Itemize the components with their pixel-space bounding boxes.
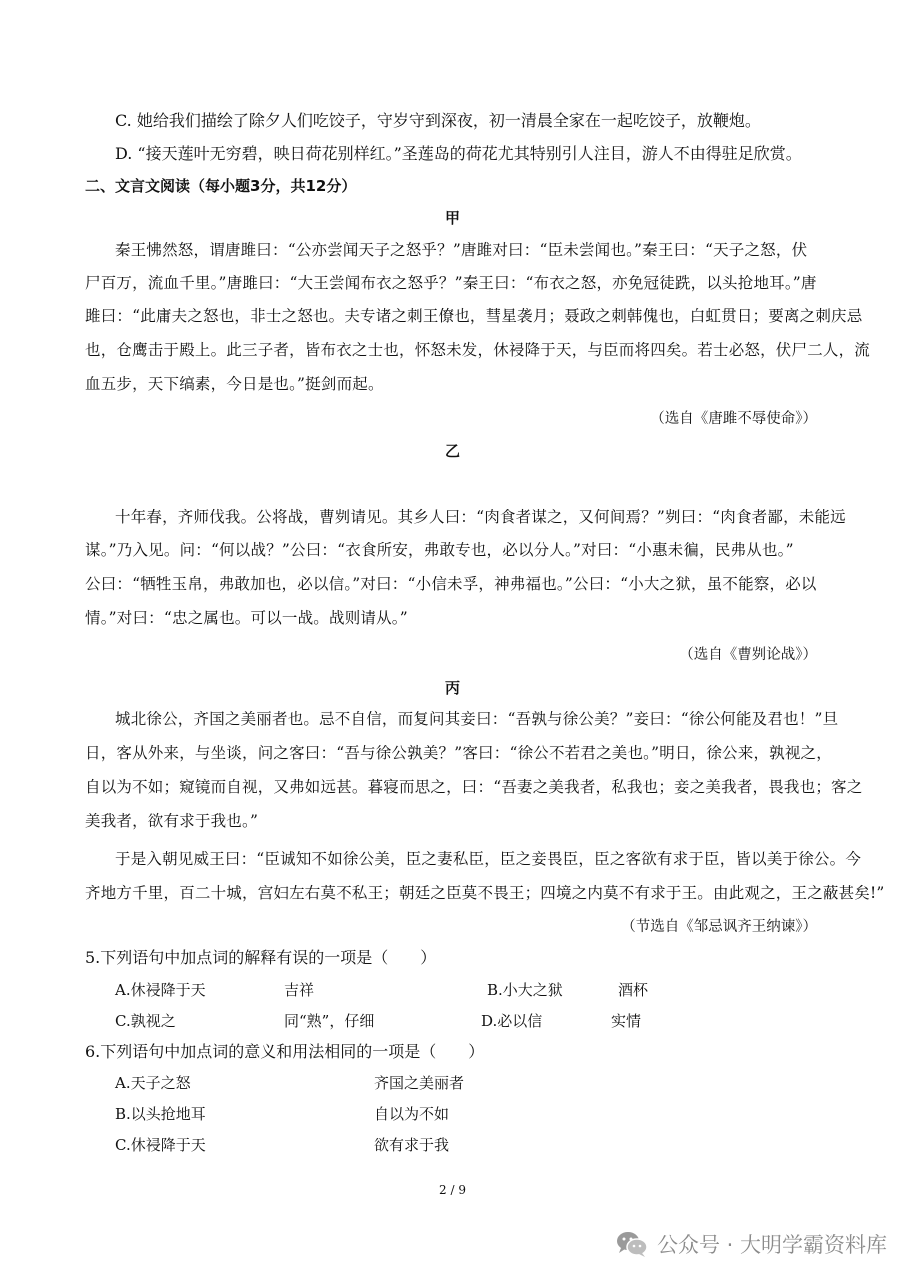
- passage-bing-line: 城北徐公，齐国之美丽者也。忌不自信，而复问其妾曰：“吾孰与徐公美？”妾曰：“徐公何能及君也！”旦: [115, 710, 839, 728]
- passage-jia-line: 血五步，天下缟素，今日是也。”挺剑而起。: [85, 375, 384, 393]
- passage-jia-source: （选自《唐雎不辱使命》）: [650, 411, 817, 427]
- q5-option-d-gloss: 实情: [611, 1012, 642, 1030]
- passage-bing-title: 丙: [444, 679, 460, 697]
- passage-jia-title: 甲: [444, 209, 460, 227]
- watermark-text: 公众号 · 大明学霸资料库: [656, 1233, 887, 1257]
- section-heading: 二、文言文阅读（每小题3分，共12分）: [85, 177, 357, 195]
- wechat-icon: [615, 1229, 649, 1259]
- passage-jia-line: 雎曰：“此庸夫之怒也，非士之怒也。夫专诸之刺王僚也，彗星袭月；聂政之刺韩傀也，白虹贯日；要离之刺庆忌: [85, 307, 863, 325]
- passage-bing-line: 于是入朝见威王曰：“臣诚知不如徐公美，臣之妻私臣，臣之妾畏臣，臣之客欲有求于臣，皆以美于徐公。今: [115, 850, 862, 868]
- passage-bing-line: 自以为不如；窥镜而自视，又弗如远甚。暮寝而思之，曰：“吾妻之美我者，私我也；妾之美我者，畏我也；客之: [85, 778, 863, 796]
- page-number: 2 / 9: [439, 1183, 466, 1197]
- q5-option-c: C.孰视之: [115, 1012, 176, 1030]
- q5-option-a: A.休祲降于天: [115, 981, 206, 999]
- passage-bing-line: 美我者，欲有求于我也。”: [85, 812, 259, 830]
- passage-yi-line: 十年春，齐师伐我。公将战，曹刿请见。其乡人曰：“肉食者谋之，又何间焉？”刿曰：“肉食者鄙，未能远: [115, 508, 846, 526]
- q5-option-d: D.必以信: [481, 1012, 543, 1030]
- q5-option-b: B.小大之狱: [487, 981, 563, 999]
- q6-option-a-pair: 齐国之美丽者: [374, 1074, 465, 1092]
- passage-bing-line: 日，客从外来，与坐谈，问之客曰：“吾与徐公孰美？”客曰：“徐公不若君之美也。”明日，徐公来，孰视之，: [85, 744, 832, 762]
- passage-yi-title: 乙: [444, 442, 460, 460]
- passage-yi-line: 情。”对曰：“忠之属也。可以一战。战则请从。”: [85, 609, 408, 627]
- q5-option-b-gloss: 酒杯: [618, 981, 649, 999]
- passage-jia-line: 尸百万，流血千里。”唐雎曰：“大王尝闻布衣之怒乎？”秦王曰：“布衣之怒，亦免冠徒跣，以头抢地耳。”唐: [85, 274, 817, 292]
- passage-bing-line: 齐地方千里，百二十城，宫妇左右莫不私王；朝廷之臣莫不畏王；四境之内莫不有求于王。由此观之，王之蔽甚矣!”: [85, 884, 885, 902]
- q6-option-c: C.休祲降于天: [115, 1136, 206, 1154]
- passage-yi-line: 公曰：“牺牲玉帛，弗敢加也，必以信。”对曰：“小信未孚，神弗福也。”公曰：“小大之狱，虽不能察，必以: [85, 575, 817, 593]
- passage-yi-source: （选自《曹刿论战》）: [679, 647, 817, 663]
- question-6-stem: 6.下列语句中加点词的意义和用法相同的一项是（ ）: [85, 1042, 485, 1061]
- passage-yi-line: 谋。”乃入见。问：“何以战？”公曰：“衣食所安，弗敢专也，必以分人。”对曰：“小惠未徧，民弗从也。”: [85, 541, 794, 559]
- q5-option-a-gloss: 吉祥: [284, 981, 315, 999]
- passage-bing-source: （节选自《邹忌讽齐王纳谏》）: [621, 919, 817, 935]
- q6-option-a: A.天子之怒: [115, 1074, 191, 1092]
- question-5-stem: 5.下列语句中加点词的解释有误的一项是（ ）: [85, 948, 437, 967]
- q6-option-c-pair: 欲有求于我: [374, 1136, 450, 1154]
- watermark: [615, 1226, 887, 1262]
- option-d: D. “接天莲叶无穷碧，映日荷花别样红。”圣莲岛的荷花尤其特别引人注目，游人不由得驻足欣赏。: [115, 144, 802, 163]
- q5-option-c-gloss: 同“熟”，仔细: [284, 1012, 375, 1030]
- passage-jia-line: 也，仓鹰击于殿上。此三子者，皆布衣之士也，怀怒未发，休祲降于天，与臣而将四矣。若士必怒，伏尸二人，流: [85, 341, 871, 359]
- q6-option-b-pair: 自以为不如: [374, 1105, 450, 1123]
- q6-option-b: B.以头抢地耳: [115, 1105, 206, 1123]
- option-c: C. 她给我们描绘了除夕人们吃饺子，守岁守到深夜，初一清晨全家在一起吃饺子，放鞭炮。: [115, 111, 761, 130]
- passage-jia-line: 秦王怫然怒，谓唐雎曰：“公亦尝闻天子之怒乎？”唐雎对曰：“臣未尝闻也。”秦王曰：“天子之怒，伏: [115, 241, 808, 259]
